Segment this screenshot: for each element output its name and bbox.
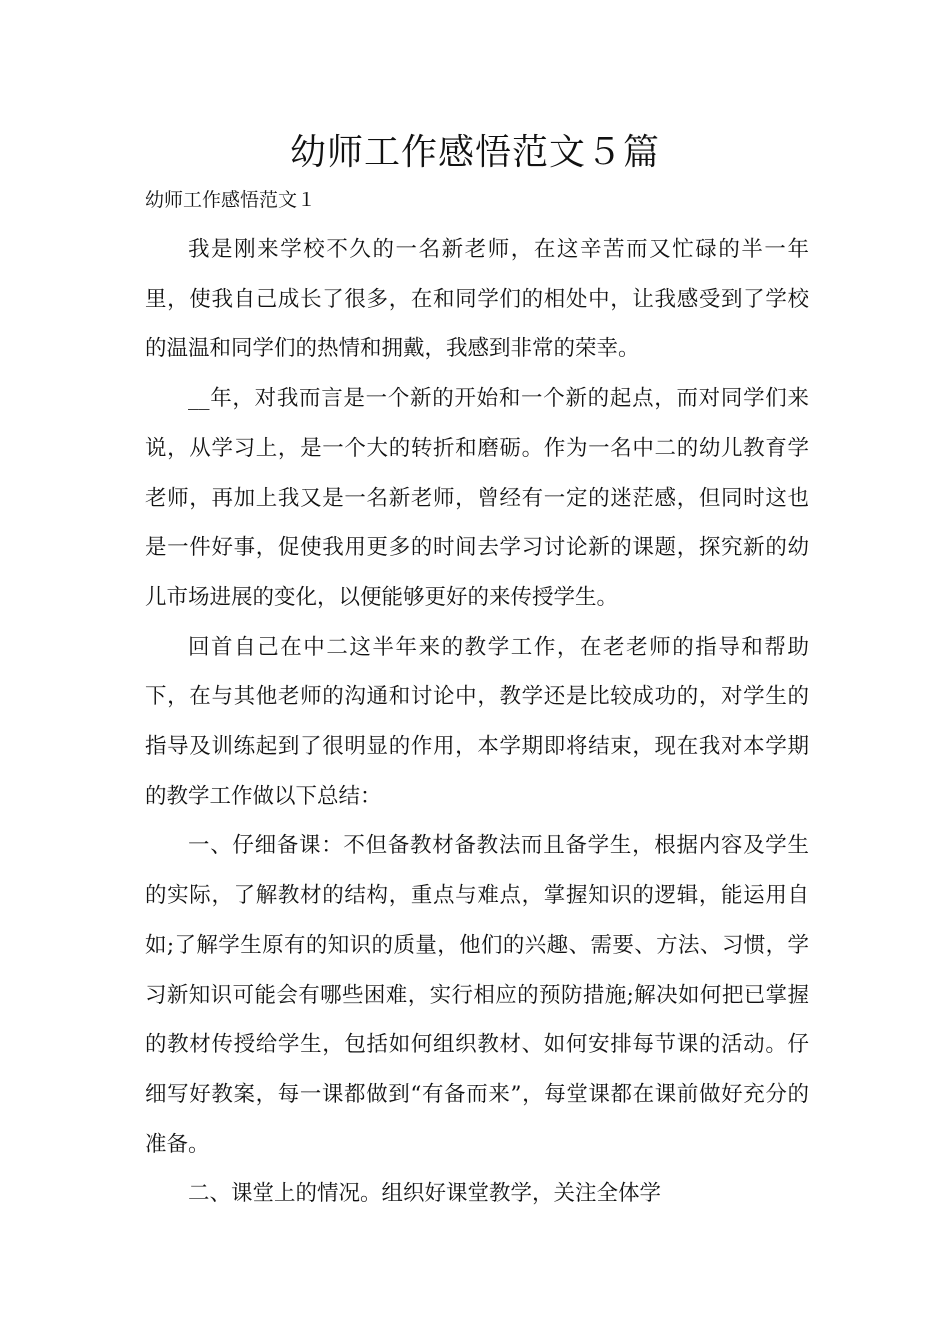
section-heading: 幼师工作感悟范文１ [145, 189, 317, 211]
paragraph-3: 回首自己在中二这半年来的教学工作，在老老师的指导和帮助下，在与其他老师的沟通和讨论中，教学还是比较成功的，对学生的指导及训练起到了很明显的作用，本学期即将结束，现在我对本学期的教学工作做以下总结： [145, 634, 809, 809]
document-title: 幼师工作感悟范文５篇 [289, 132, 660, 173]
paragraph-4: 一、仔细备课：不但备教材备教法而且备学生，根据内容及学生的实际，了解教材的结构，重点与难点，掌握知识的逻辑，能运用自如;了解学生原有的知识的质量，他们的兴趣、需要、方法、习惯，学习新知识可能会有哪些困难，实行相应的预防措施;解决如何把已掌握的教材传授给学生，包括如何组织教材、如何安排每节课的活动。仔细写好教案，每一课都做到“有备而来”，每堂课都在课前做好充分的准备。 [145, 833, 809, 1157]
document-body [145, 225, 809, 1219]
paragraph-2: __年，对我而言是一个新的开始和一个新的起点，而对同学们来说，从学习上，是一个大的转折和磨砺。作为一名中二的幼儿教育学老师，再加上我又是一名新老师，曾经有一定的迷茫感，但同时这也是一件好事，促使我用更多的时间去学习讨论新的课题，探究新的幼儿市场进展的变化，以便能够更好的来传授学生。 [145, 386, 809, 610]
paragraph-1: 我是刚来学校不久的一名新老师，在这辛苦而又忙碌的半一年里，使我自己成长了很多，在和同学们的相处中，让我感受到了学校的温温和同学们的热情和拥戴，我感到非常的荣幸。 [145, 237, 809, 362]
paragraph-5: 二、课堂上的情况。组织好课堂教学，关注全体学 [188, 1181, 662, 1207]
